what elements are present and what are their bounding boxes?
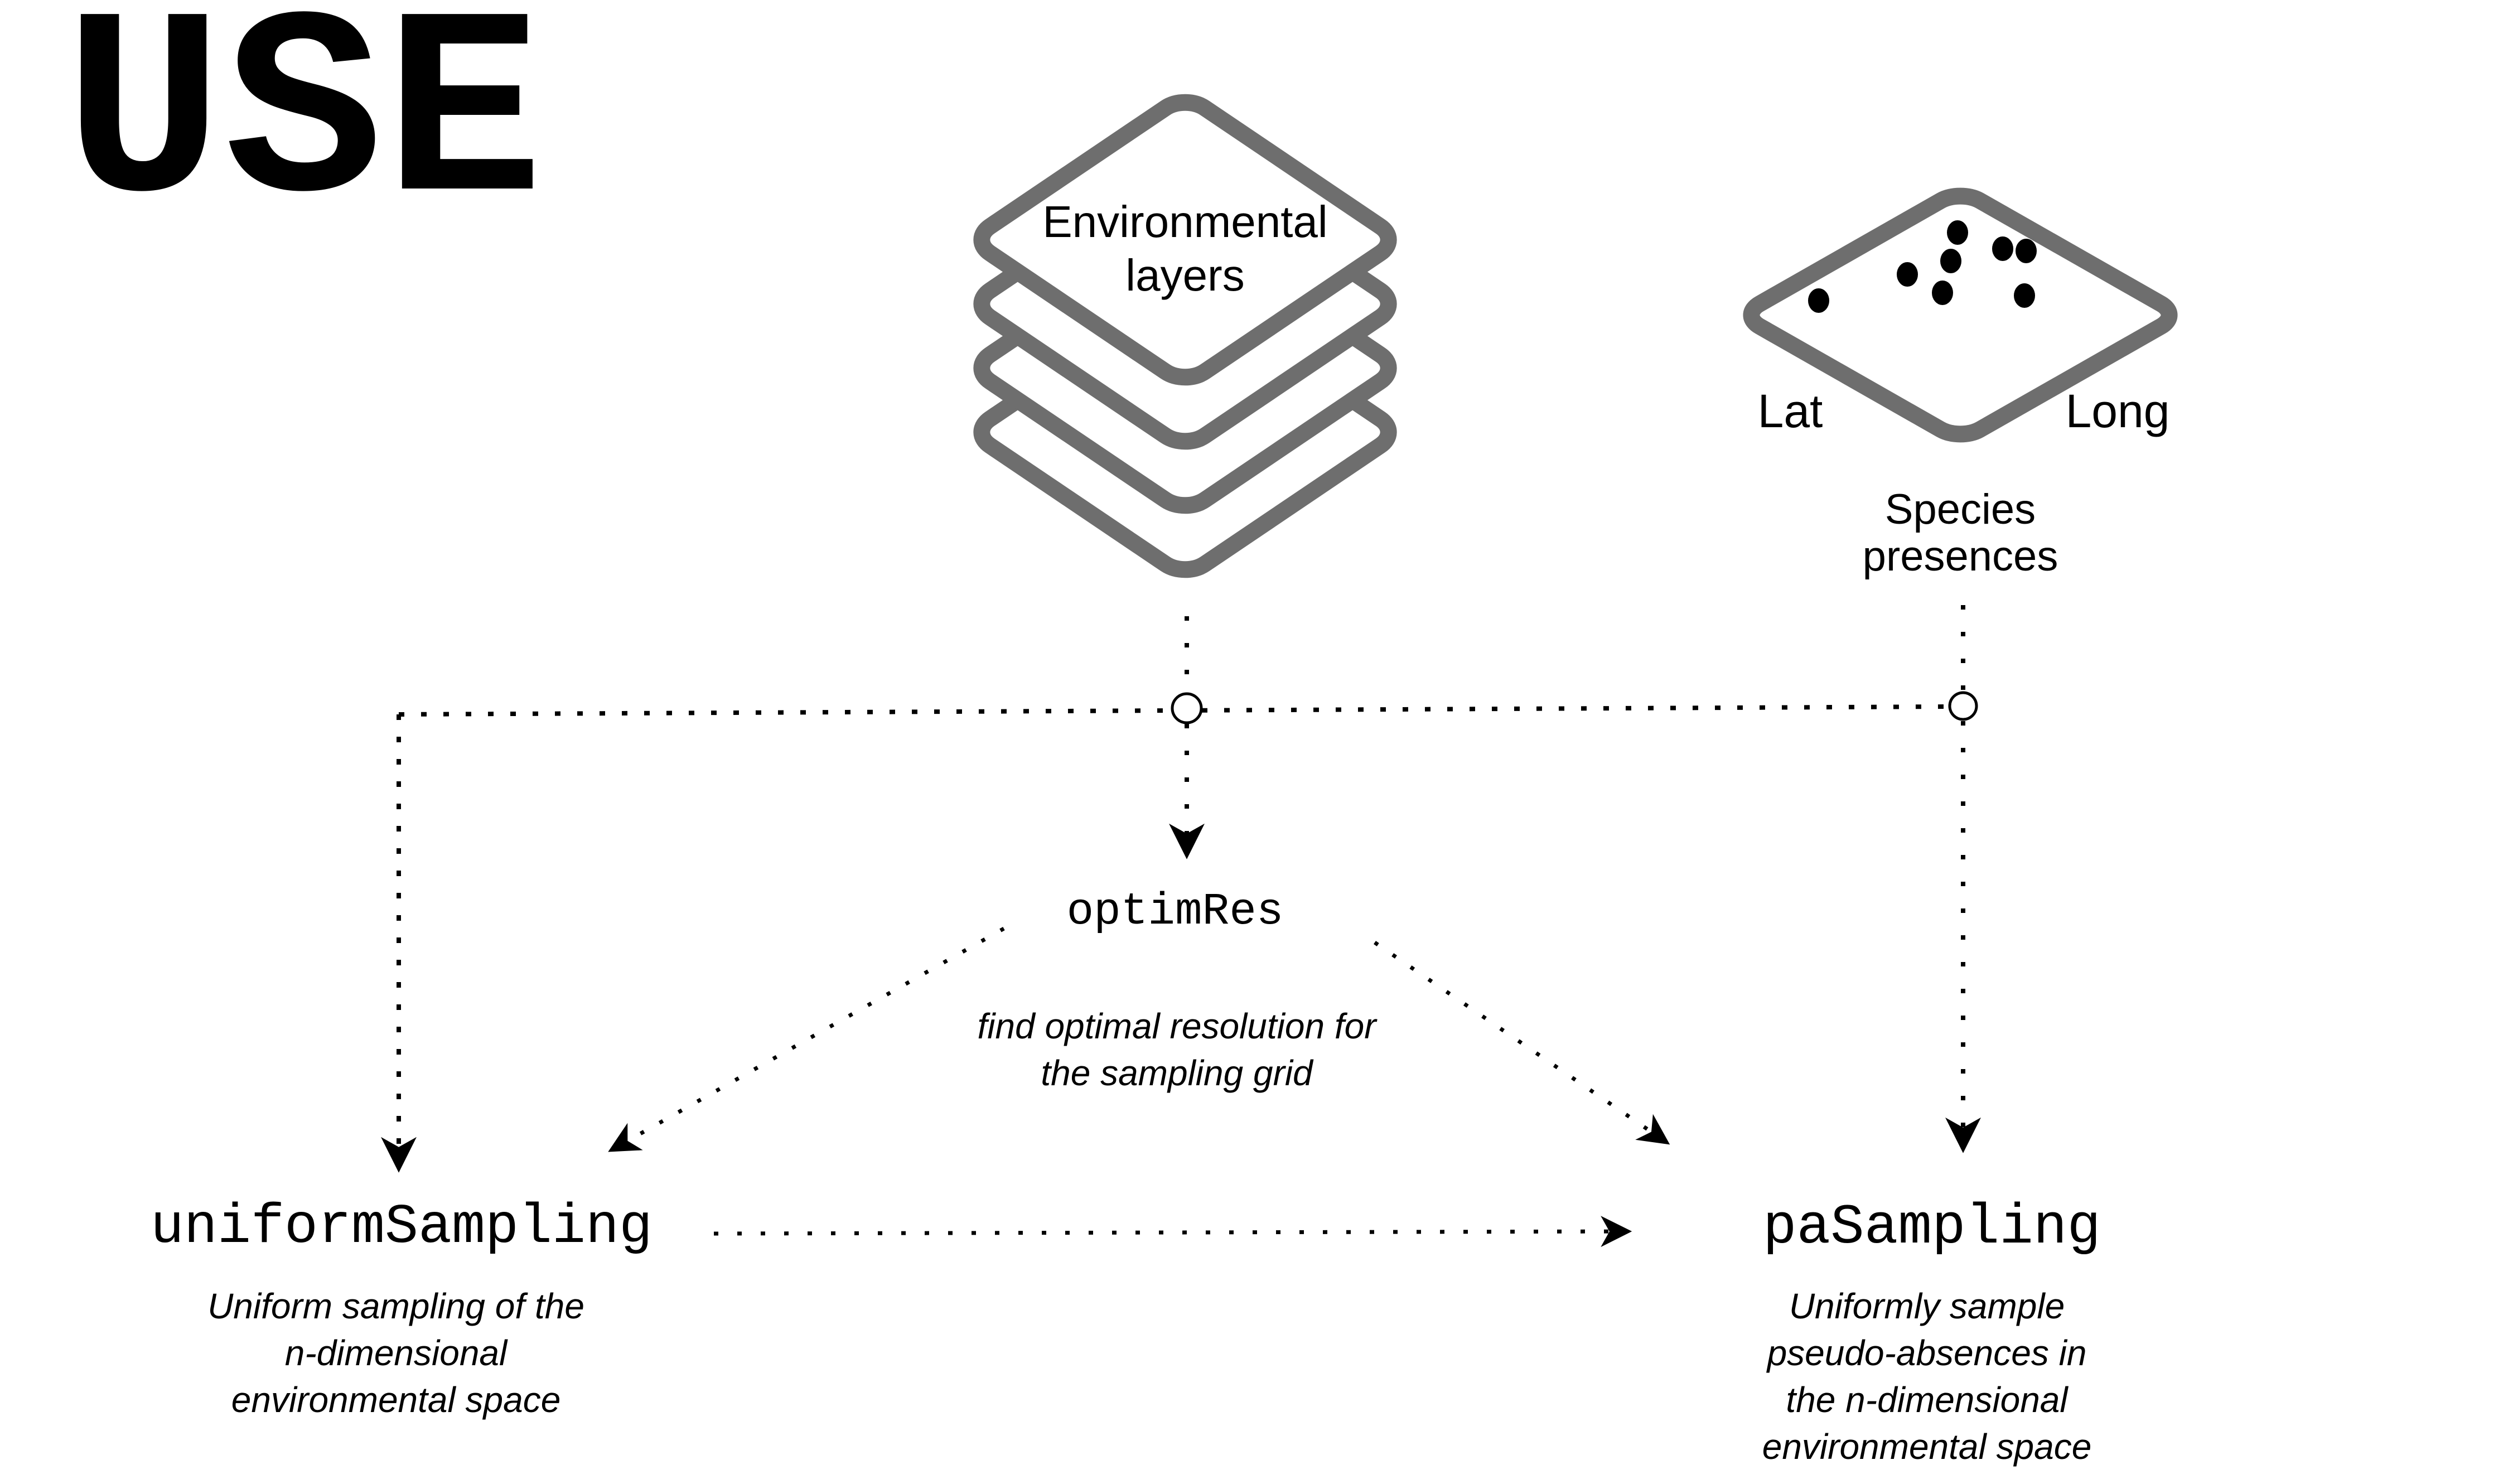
presence-dot bbox=[2014, 283, 2035, 308]
env-layers-label-line2: layers bbox=[1125, 250, 1245, 300]
optimres-desc-line2: the sampling grid bbox=[1041, 1053, 1313, 1093]
pasampling-desc-line3: the n-dimensional bbox=[1786, 1380, 2068, 1420]
env-layers-label-line1: Environmental bbox=[1042, 197, 1328, 246]
uniformsampling-description bbox=[207, 1283, 584, 1423]
uniformsampling-desc-line2: n-dimensional bbox=[284, 1333, 508, 1373]
presence-dot bbox=[1932, 281, 1953, 305]
env-layers-label bbox=[1042, 195, 1327, 302]
presence-dot bbox=[1947, 220, 1968, 245]
uniformsampling-desc-line3: environmental space bbox=[231, 1380, 561, 1420]
optimres-description bbox=[977, 1003, 1376, 1096]
pasampling-desc-line1: Uniformly sample bbox=[1789, 1286, 2065, 1326]
use-logo: USE bbox=[64, 0, 545, 268]
optimres-desc-line1: find optimal resolution for bbox=[977, 1006, 1376, 1046]
optimres-function-name: optimRes bbox=[1066, 887, 1284, 937]
pasampling-desc-line4: environmental space bbox=[1762, 1427, 2092, 1467]
junction-circle-right bbox=[1950, 693, 1976, 719]
junction-circle-left bbox=[1172, 694, 1201, 723]
presence-dot bbox=[1808, 288, 1829, 313]
presence-dot bbox=[1992, 236, 2013, 261]
pasampling-description bbox=[1762, 1283, 2092, 1470]
presence-dot bbox=[1897, 262, 1918, 287]
long-axis-label: Long bbox=[2065, 385, 2170, 437]
uniformsampling-to-pasampling-arrow bbox=[714, 1231, 1626, 1234]
species-label-line1: Species bbox=[1884, 486, 2036, 533]
layers-icon bbox=[970, 95, 1400, 577]
presence-dot bbox=[2016, 239, 2037, 263]
uniformsampling-desc-line1: Uniform sampling of the bbox=[207, 1286, 584, 1326]
optimres-to-uniformsampling-arrow bbox=[613, 929, 1004, 1149]
uniformsampling-function-name: uniformSampling bbox=[150, 1196, 653, 1259]
optimres-to-pasampling-arrow bbox=[1375, 942, 1665, 1141]
pasampling-desc-line2: pseudo-absences in bbox=[1767, 1333, 2087, 1373]
presence-dot bbox=[1940, 249, 1961, 273]
lat-axis-label: Lat bbox=[1757, 385, 1823, 437]
species-label-line2: presences bbox=[1862, 533, 2058, 580]
species-presences-label bbox=[1863, 486, 2058, 580]
pasampling-function-name: paSampling bbox=[1762, 1196, 2101, 1260]
